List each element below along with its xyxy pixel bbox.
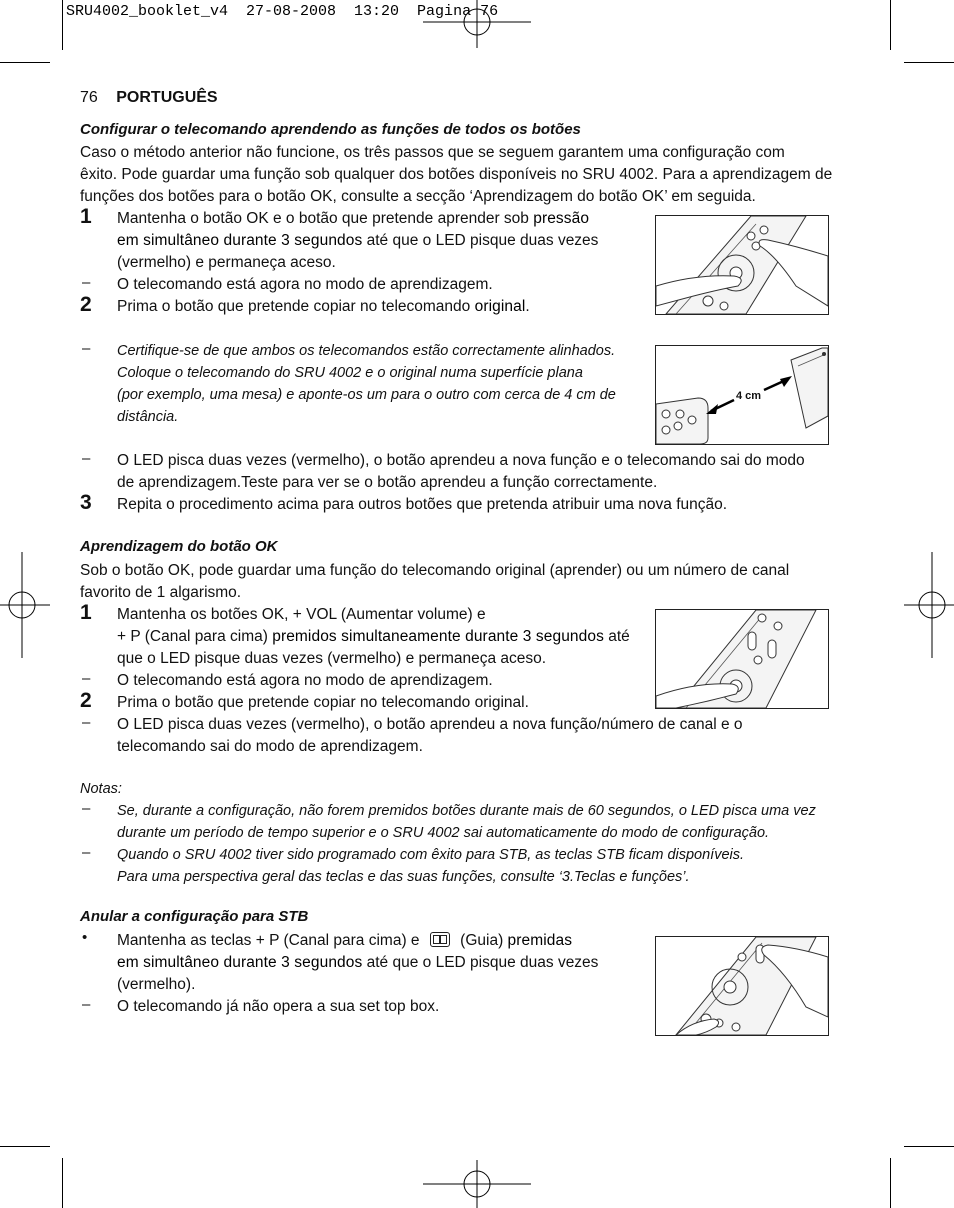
figure-press-guide-p bbox=[655, 936, 829, 1036]
result-text: O LED pisca duas vezes (vermelho), o botão aprendeu a nova função e o telecomando sai do modo bbox=[117, 452, 805, 469]
result-text: de aprendizagem.Teste para ver se o botão aprendeu a função correctamente. bbox=[117, 474, 658, 491]
intro-line: êxito. Pode guardar uma função sob qualquer dos botões disponíveis no SRU 4002. Para a aprendizagem de bbox=[80, 166, 833, 183]
step-number: 1 bbox=[80, 205, 92, 228]
intro-line: Sob o botão OK, pode guardar uma função do telecomando original (aprender) ou um número de canal bbox=[80, 562, 790, 579]
dash-marker: – bbox=[82, 340, 91, 357]
note-text: durante um período de tempo superior e o SRU 4002 sai automaticamente do modo de configuração. bbox=[117, 825, 770, 841]
result-text: telecomando sai do modo de aprendizagem. bbox=[117, 738, 423, 755]
note-text: distância. bbox=[117, 409, 179, 425]
step-number: 2 bbox=[80, 293, 92, 316]
print-slug: SRU4002_booklet_v4 27-08-2008 13:20 Pagina 76 bbox=[66, 3, 499, 20]
dash-marker: – bbox=[82, 996, 91, 1013]
intro-line: Caso o método anterior não funcione, os três passos que se seguem garantem uma configuração com bbox=[80, 144, 785, 161]
section-title: PORTUGUÊS bbox=[116, 89, 218, 106]
step-number: 2 bbox=[80, 689, 92, 712]
note-text: Coloque o telecomando do SRU 4002 e o original numa superfície plana bbox=[117, 365, 583, 381]
note-text: Para uma perspectiva geral das teclas e das suas funções, consulte ‘3.Teclas e funções’. bbox=[117, 869, 690, 885]
result-text: O telecomando já não opera a sua set top box. bbox=[117, 998, 440, 1015]
section-heading-cancel-stb: Anular a configuração para STB bbox=[80, 908, 309, 925]
step-text: que o LED pisque duas vezes (vermelho) e permaneça aceso. bbox=[117, 650, 547, 667]
step-text: + P (Canal para cima) premidos simultaneamente durante 3 segundos até bbox=[117, 628, 630, 645]
dash-marker: – bbox=[82, 714, 91, 731]
step-text: em simultâneo durante 3 segundos até que o LED pisque duas vezes bbox=[117, 954, 599, 971]
step-number: 3 bbox=[80, 491, 92, 514]
intro-line: favorito de 1 algarismo. bbox=[80, 584, 242, 601]
crop-mark bbox=[890, 1158, 891, 1208]
step-text: Repita o procedimento acima para outros botões que pretenda atribuir uma nova função. bbox=[117, 496, 728, 513]
step-text: Prima o botão que pretende copiar no telecomando original. bbox=[117, 298, 530, 315]
result-text: O LED pisca duas vezes (vermelho), o botão aprendeu a nova função/número de canal e o bbox=[117, 716, 743, 733]
page-header bbox=[80, 89, 218, 107]
figure-press-buttons bbox=[655, 215, 829, 315]
registration-mark-left bbox=[0, 552, 50, 658]
note-text: Quando o SRU 4002 tiver sido programado com êxito para STB, as teclas STB ficam disponíveis. bbox=[117, 847, 745, 863]
figure-press-ok-vol-p bbox=[655, 609, 829, 709]
step-text: (vermelho). bbox=[117, 976, 196, 993]
section-heading-ok-learning: Aprendizagem do botão OK bbox=[80, 538, 278, 555]
step-text: Mantenha as teclas + P (Canal para cima) e (Guia) premidas bbox=[117, 932, 573, 949]
section-heading-learn-all: Configurar o telecomando aprendendo as funções de todos os botões bbox=[80, 121, 581, 138]
registration-mark-bottom bbox=[423, 1160, 531, 1208]
step-text: em simultâneo durante 3 segundos até que o LED pisque duas vezes bbox=[117, 232, 599, 249]
note-text: (por exemplo, uma mesa) e aponte-os um para o outro com cerca de 4 cm de bbox=[117, 387, 616, 403]
result-text: O telecomando está agora no modo de aprendizagem. bbox=[117, 672, 493, 689]
intro-line: funções dos botões para o botão OK, consulte a secção ‘Aprendizagem do botão OK’ em seguida. bbox=[80, 188, 756, 205]
crop-mark bbox=[0, 62, 50, 63]
distance-label: 4 cm bbox=[736, 390, 762, 402]
step-text: Mantenha os botões OK, + VOL (Aumentar volume) e bbox=[117, 606, 486, 623]
notes-title: Notas: bbox=[80, 781, 122, 797]
step-text: Mantenha o botão OK e o botão que pretende aprender sob pressão bbox=[117, 210, 590, 227]
dash-marker: – bbox=[82, 844, 91, 861]
step-number: 1 bbox=[80, 601, 92, 624]
step-text: (vermelho) e permaneça aceso. bbox=[117, 254, 336, 271]
crop-mark bbox=[904, 1146, 954, 1147]
note-text: Certifique-se de que ambos os telecomandos estão correctamente alinhados. bbox=[117, 343, 616, 359]
dash-marker: – bbox=[82, 274, 91, 291]
dash-marker: – bbox=[82, 800, 91, 817]
registration-mark-right bbox=[904, 552, 954, 658]
bullet-marker: • bbox=[82, 929, 88, 946]
crop-mark bbox=[62, 0, 63, 50]
dash-marker: – bbox=[82, 450, 91, 467]
crop-mark bbox=[0, 1146, 50, 1147]
crop-mark bbox=[904, 62, 954, 63]
note-text: Se, durante a configuração, não forem premidos botões durante mais de 60 segundos, o LED pisca uma vez bbox=[117, 803, 816, 819]
step-text: Prima o botão que pretende copiar no telecomando original. bbox=[117, 694, 529, 711]
dash-marker: – bbox=[82, 670, 91, 687]
guide-icon bbox=[430, 932, 450, 947]
crop-mark bbox=[62, 1158, 63, 1208]
result-text: O telecomando está agora no modo de aprendizagem. bbox=[117, 276, 493, 293]
figure-remotes-aligned bbox=[655, 345, 829, 445]
crop-mark bbox=[890, 0, 891, 50]
page-number: 76 bbox=[80, 89, 98, 106]
